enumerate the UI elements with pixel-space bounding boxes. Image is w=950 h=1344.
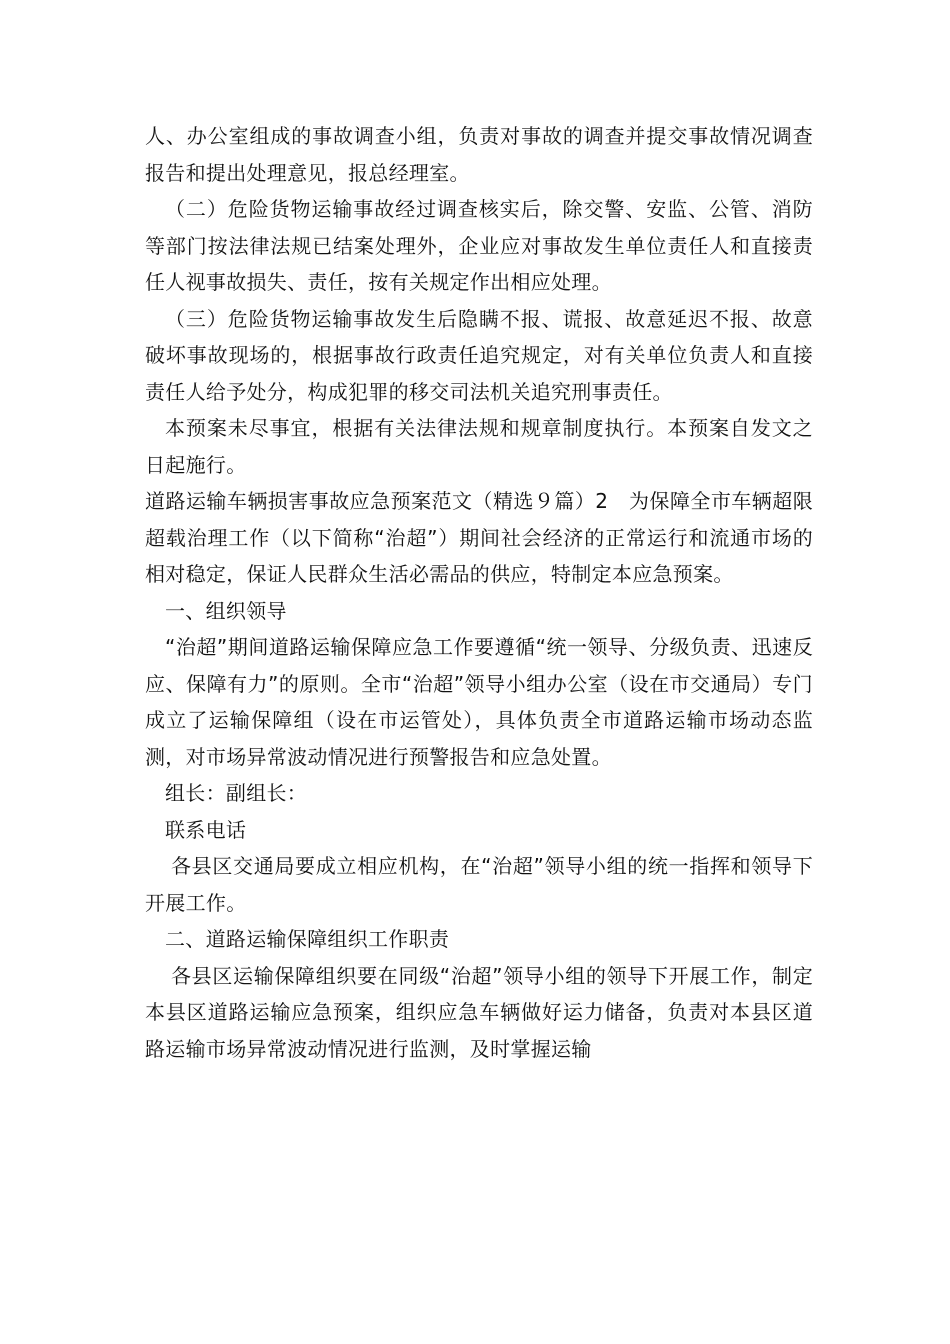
paragraph-closing: 本预案未尽事宜，根据有关法律法规和规章制度执行。本预案自发文之日起施行。: [145, 416, 813, 477]
paragraph-item-two: （二）危险货物运输事故经过调查核实后，除交警、安监、公管、消防等部门按法律法规已结案处理外，企业应对事故发生单位责任人和直接责任人视事故损失、责任，按有关规定作出相应处理。: [145, 197, 813, 294]
paragraph-contact-phone: 联系电话: [165, 817, 247, 842]
paragraph-section-title: 道路运输车辆损害事故应急预案范文（精选９篇）2 为保障全市车辆超限超载治理工作（以下简称“治超”）期间社会经济的正常运行和流通市场的相对稳定，保证人民群众生活必需品的供应，特制定本应急预案。: [145, 489, 813, 586]
paragraph-county-duties: 各县区运输保障组织要在同级“治超”领导小组的领导下开展工作，制定本县区道路运输应急预案，组织应急车辆做好运力储备，负责对本县区道路运输市场异常波动情况进行监测，及时掌握运输: [145, 963, 813, 1061]
heading-duties: 二、道路运输保障组织工作职责: [165, 927, 450, 951]
paragraph-item-three: （三）危险货物运输事故发生后隐瞒不报、谎报、故意延迟不报、故意破坏事故现场的，根据事故行政责任追究规定，对有关单位负责人和直接责任人给予处分，构成犯罪的移交司法机关追究刑事责任。: [145, 306, 813, 404]
paragraph-investigation-team: 人、办公室组成的事故调查小组，负责对事故的调查并提交事故情况调查报告和提出处理意见，报总经理室。: [145, 124, 813, 185]
paragraph-county-bureaus: 各县区交通局要成立相应机构，在“治超”领导小组的统一指挥和领导下开展工作。: [145, 854, 813, 915]
heading-organization: 一、组织领导: [165, 598, 287, 623]
paragraph-principles: “治超”期间道路运输保障应急工作要遵循“统一领导、分级负责、迅速反应、保障有力”的原则。全市“治超”领导小组办公室（设在市交通局）专门成立了运输保障组（设在市运管处），具体负责全市道路运输市场动态监测，对市场异常波动情况进行预警报告和应急处置。: [145, 635, 813, 769]
document-body: [145, 118, 813, 1067]
paragraph-leaders: 组长：副组长：: [165, 781, 308, 805]
